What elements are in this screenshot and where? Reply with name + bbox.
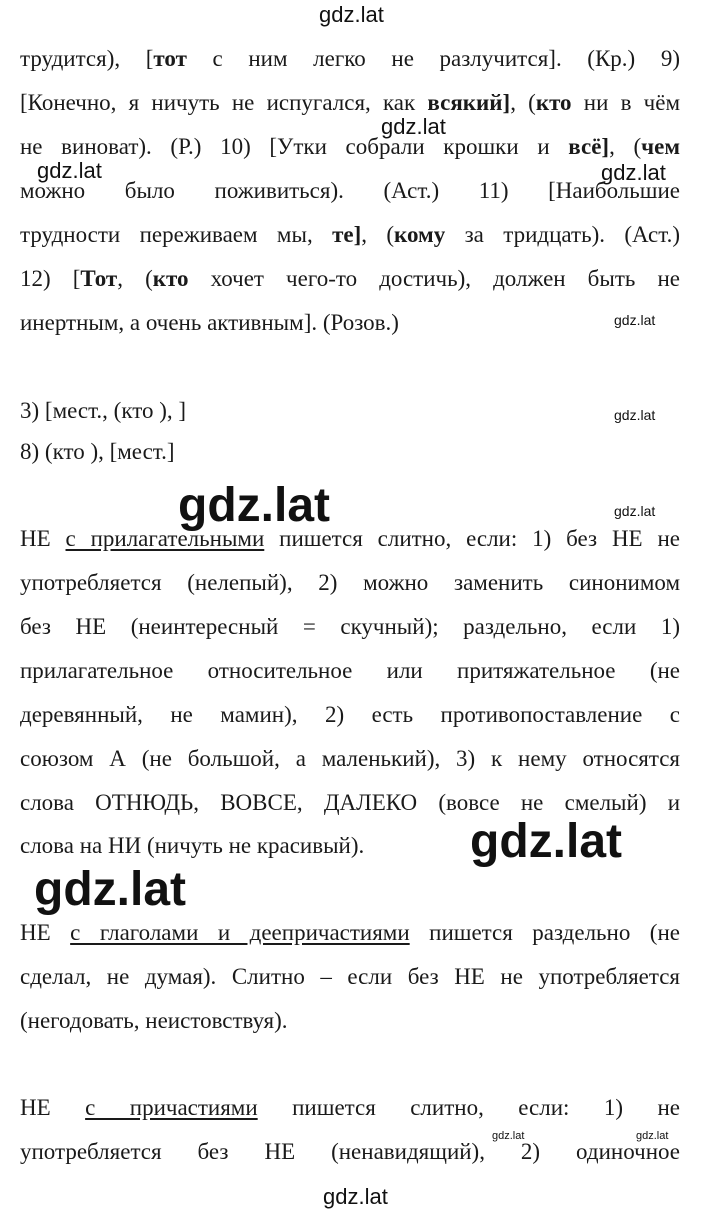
text-line: прилагательное относительное или притяжательное (не bbox=[20, 658, 680, 683]
watermark: gdz.lat bbox=[614, 407, 656, 423]
watermark: gdz.lat bbox=[37, 158, 102, 183]
text-line: [Конечно, я ничуть не испугался, как всякий], (кто ни в чём bbox=[20, 90, 680, 115]
text-line: (негодовать, неистовствуя). bbox=[20, 1008, 288, 1033]
watermark: gdz.lat bbox=[319, 2, 384, 27]
text-line: употребляется без НЕ (ненавидящий), 2) одиночное bbox=[20, 1139, 680, 1164]
text-line: без НЕ (неинтересный = скучный); раздельно, если 1) bbox=[20, 614, 680, 639]
text-line: инертным, а очень активным]. (Розов.) bbox=[20, 310, 399, 335]
watermark-large: gdz.lat bbox=[470, 815, 622, 868]
watermark: gdz.lat bbox=[636, 1130, 669, 1142]
watermark: gdz.lat bbox=[614, 503, 656, 519]
text-line: НЕ с прилагательными пишется слитно, если: 1) без НЕ не bbox=[20, 526, 680, 551]
scheme-line: 8) (кто ), [мест.] bbox=[20, 439, 175, 464]
text-line: трудится), [тот с ним легко не разлучится]. (Кр.) 9) bbox=[20, 46, 680, 71]
text-line: НЕ с причастиями пишется слитно, если: 1) не bbox=[20, 1095, 680, 1120]
scheme-line: 3) [мест., (кто ), ] bbox=[20, 398, 187, 423]
text-line: слова на НИ (ничуть не красивый). bbox=[20, 833, 365, 858]
watermark: gdz.lat bbox=[492, 1130, 525, 1142]
watermark-large: gdz.lat bbox=[178, 479, 330, 532]
text-line: сделал, не думая). Слитно – если без НЕ не употребляется bbox=[20, 964, 680, 989]
text-line: 12) [Тот, (кто хочет чего-то достичь), должен быть не bbox=[20, 266, 680, 291]
text-line: слова ОТНЮДЬ, ВОВСЕ, ДАЛЕКО (вовсе не смелый) и bbox=[20, 790, 680, 815]
watermark: gdz.lat bbox=[601, 160, 666, 185]
watermark: gdz.lat bbox=[381, 114, 446, 139]
text-line: не виноват). (Р.) 10) [Утки собрали крошки и всё], (чем bbox=[20, 134, 680, 159]
watermark: gdz.lat bbox=[614, 312, 656, 328]
text-line: НЕ с глаголами и деепричастиями пишется раздельно (не bbox=[20, 920, 680, 945]
text-line: деревянный, не мамин), 2) есть противопоставление с bbox=[20, 702, 680, 727]
text-line: союзом А (не большой, а маленький), 3) к нему относятся bbox=[20, 746, 680, 771]
watermark-large: gdz.lat bbox=[34, 863, 186, 916]
text-line: употребляется (нелепый), 2) можно заменить синонимом bbox=[20, 570, 680, 595]
watermark: gdz.lat bbox=[323, 1184, 388, 1209]
text-line: трудности переживаем мы, те], (кому за тридцать). (Аст.) bbox=[20, 222, 680, 247]
text-line: можно было поживиться). (Аст.) 11) [Наибольшие bbox=[20, 178, 680, 203]
